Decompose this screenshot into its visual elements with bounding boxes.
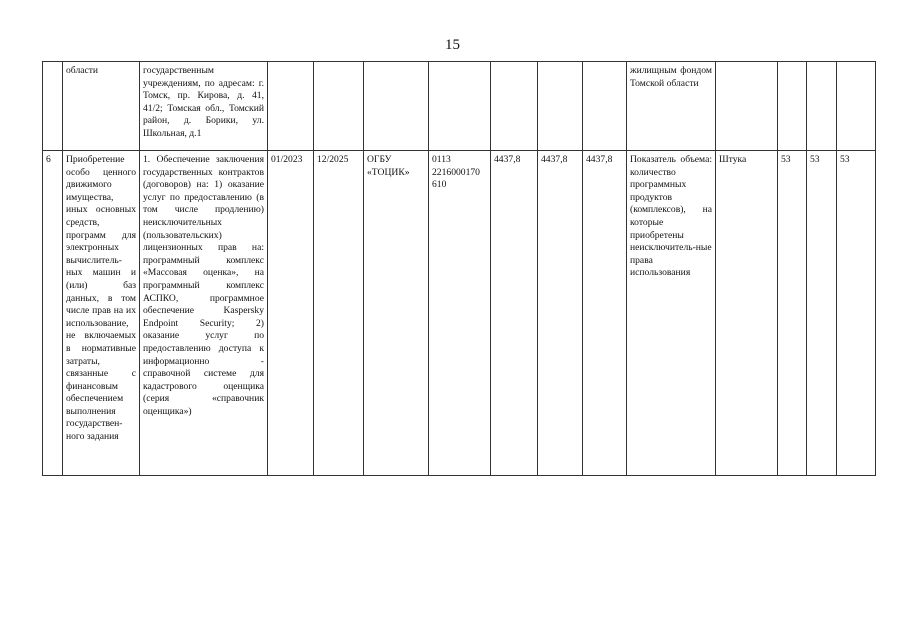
cell-event-name: области (63, 62, 140, 151)
cell-end-date (314, 62, 364, 151)
cell-sum-3: 4437,8 (583, 151, 627, 476)
cell-sum-1 (491, 62, 538, 151)
cell-event-name: Приобретение особо ценного движимого имущества, иных основных средств, программ для электронных вычислитель-ных машин и (или) баз данных, в том числе прав на их использование, не включаемых в нормативные затраты, связанные с финансовым обеспечением выполнения государствен-ного задания (63, 151, 140, 476)
cell-indicator: жилищным фондом Томской области (627, 62, 716, 151)
cell-value-1 (778, 62, 807, 151)
cell-budget-code (429, 62, 491, 151)
table-row (43, 62, 876, 151)
cell-end-date: 12/2025 (314, 151, 364, 476)
cell-value-2 (807, 62, 837, 151)
cell-unit (716, 62, 778, 151)
program-table (42, 61, 876, 476)
cell-unit: Штука (716, 151, 778, 476)
cell-number (43, 62, 63, 151)
cell-event-content: 1. Обеспечение заключения государственных контрактов (договоров) на: 1) оказание услуг по предоставлению (в том числе продлению) неисключительных (пользовательских) лицензионных прав на: программный комплекс «Массовая оценка», на программный комплекс АСПКО, программное обеспечение Kaspersky Endpoint Security; 2) оказание услуг по предоставлению доступа к информационно - справочной системе для кадастрового оценщика (серия «справочник оценщика») (140, 151, 268, 476)
table-row (43, 151, 876, 476)
cell-sum-2 (538, 62, 583, 151)
cell-executor: ОГБУ «ТОЦИК» (364, 151, 429, 476)
cell-value-2: 53 (807, 151, 837, 476)
cell-start-date: 01/2023 (268, 151, 314, 476)
cell-budget-code: 0113 2216000170 610 (429, 151, 491, 476)
page-number: 15 (445, 37, 460, 53)
cell-sum-2: 4437,8 (538, 151, 583, 476)
cell-value-3: 53 (837, 151, 876, 476)
cell-value-3 (837, 62, 876, 151)
cell-sum-3 (583, 62, 627, 151)
cell-executor (364, 62, 429, 151)
cell-start-date (268, 62, 314, 151)
cell-number: 6 (43, 151, 63, 476)
cell-sum-1: 4437,8 (491, 151, 538, 476)
cell-event-content: государственным учреждениям, по адресам: г. Томск, пр. Кирова, д. 41, 41/2; Томская обл., Томский район, д. Борики, ул. Школьная, д.1 (140, 62, 268, 151)
cell-value-1: 53 (778, 151, 807, 476)
cell-indicator: Показатель объема: количество программных продуктов (комплексов), на которые приобретены неисключитель-ные права использования (627, 151, 716, 476)
